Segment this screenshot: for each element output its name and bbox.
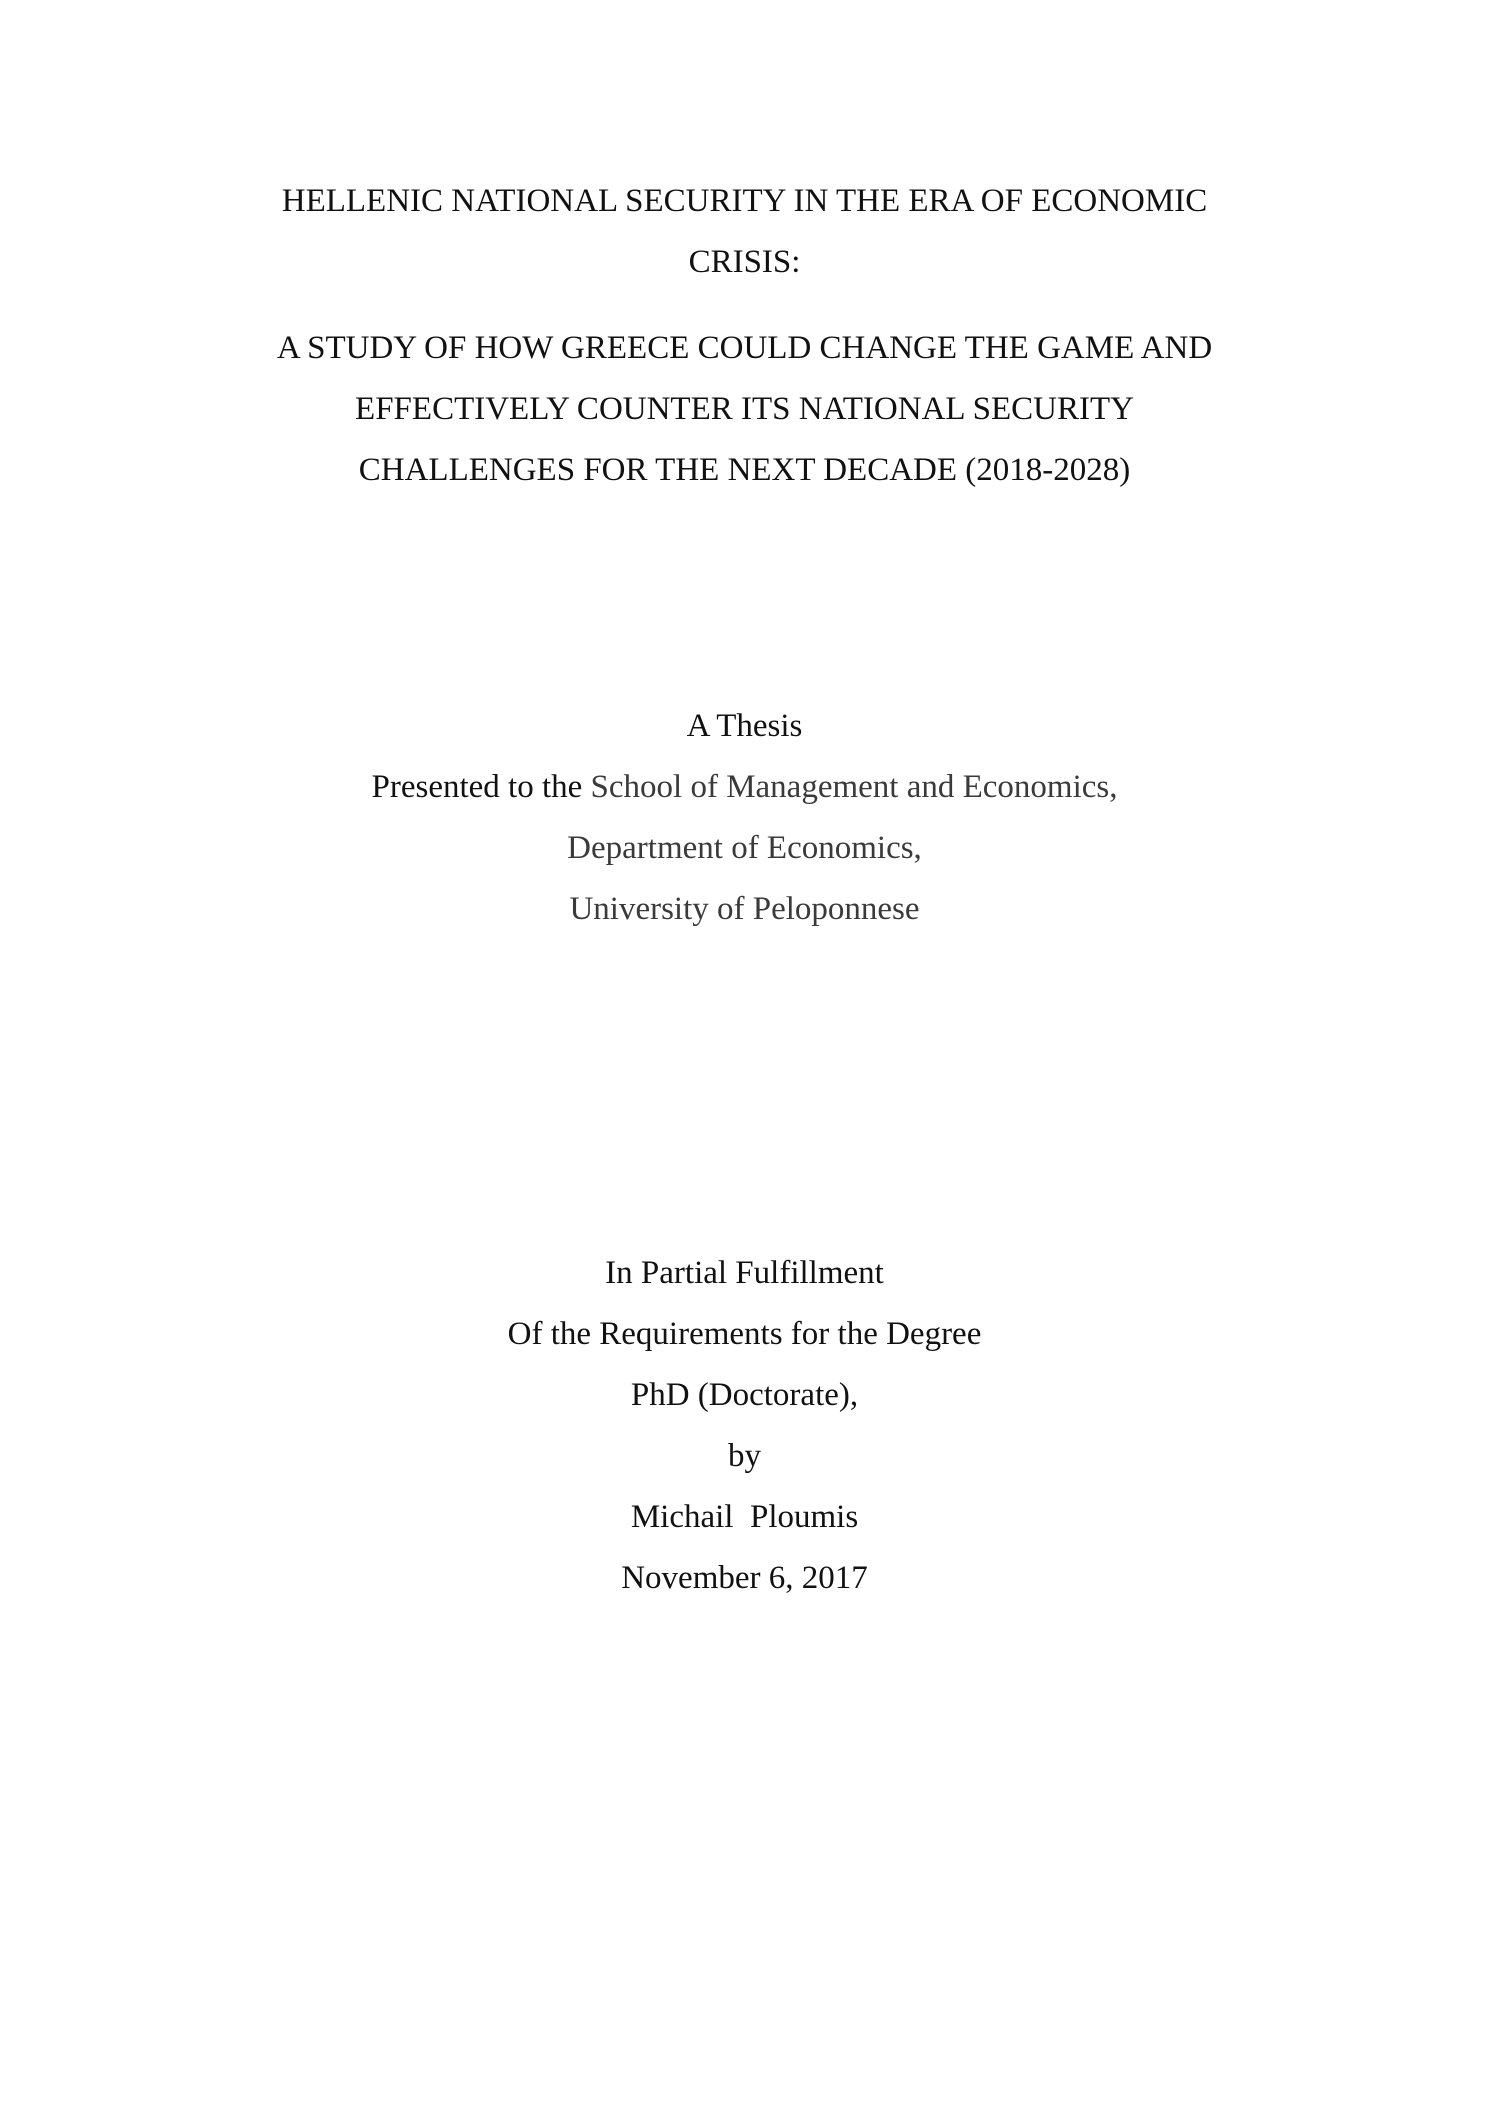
title-line-2: CRISIS: [688, 244, 801, 280]
thesis-label: A Thesis [686, 708, 803, 744]
title-line-1: HELLENIC NATIONAL SECURITY IN THE ERA OF ECONOMIC [281, 183, 1208, 219]
subtitle-line-1: A STUDY OF HOW GREECE COULD CHANGE THE GAME AND [276, 330, 1213, 366]
presented-to-line [0, 757, 1489, 818]
degree-line-1: In Partial Fulfillment [605, 1255, 884, 1291]
subtitle-line-2: EFFECTIVELY COUNTER ITS NATIONAL SECURITY [355, 391, 1134, 427]
thesis-main-title [0, 171, 1489, 293]
author-name: Michail Ploumis [630, 1499, 859, 1535]
degree-line-2: Of the Requirements for the Degree [507, 1316, 982, 1352]
subtitle-line-3: CHALLENGES FOR THE NEXT DECADE (2018-2028) [358, 452, 1131, 488]
degree-statement [0, 1243, 1489, 1609]
department-name: Department of Economics, [567, 830, 922, 866]
thesis-presentation [0, 696, 1489, 940]
by-line: by [728, 1438, 761, 1474]
degree-line-3: PhD (Doctorate), [630, 1377, 859, 1413]
submission-date: November 6, 2017 [621, 1560, 868, 1596]
presented-prefix: Presented to the [371, 769, 591, 805]
thesis-subtitle [0, 318, 1489, 501]
university-name: University of Peloponnese [569, 891, 920, 927]
school-name: School of Management and Economics, [590, 769, 1118, 805]
